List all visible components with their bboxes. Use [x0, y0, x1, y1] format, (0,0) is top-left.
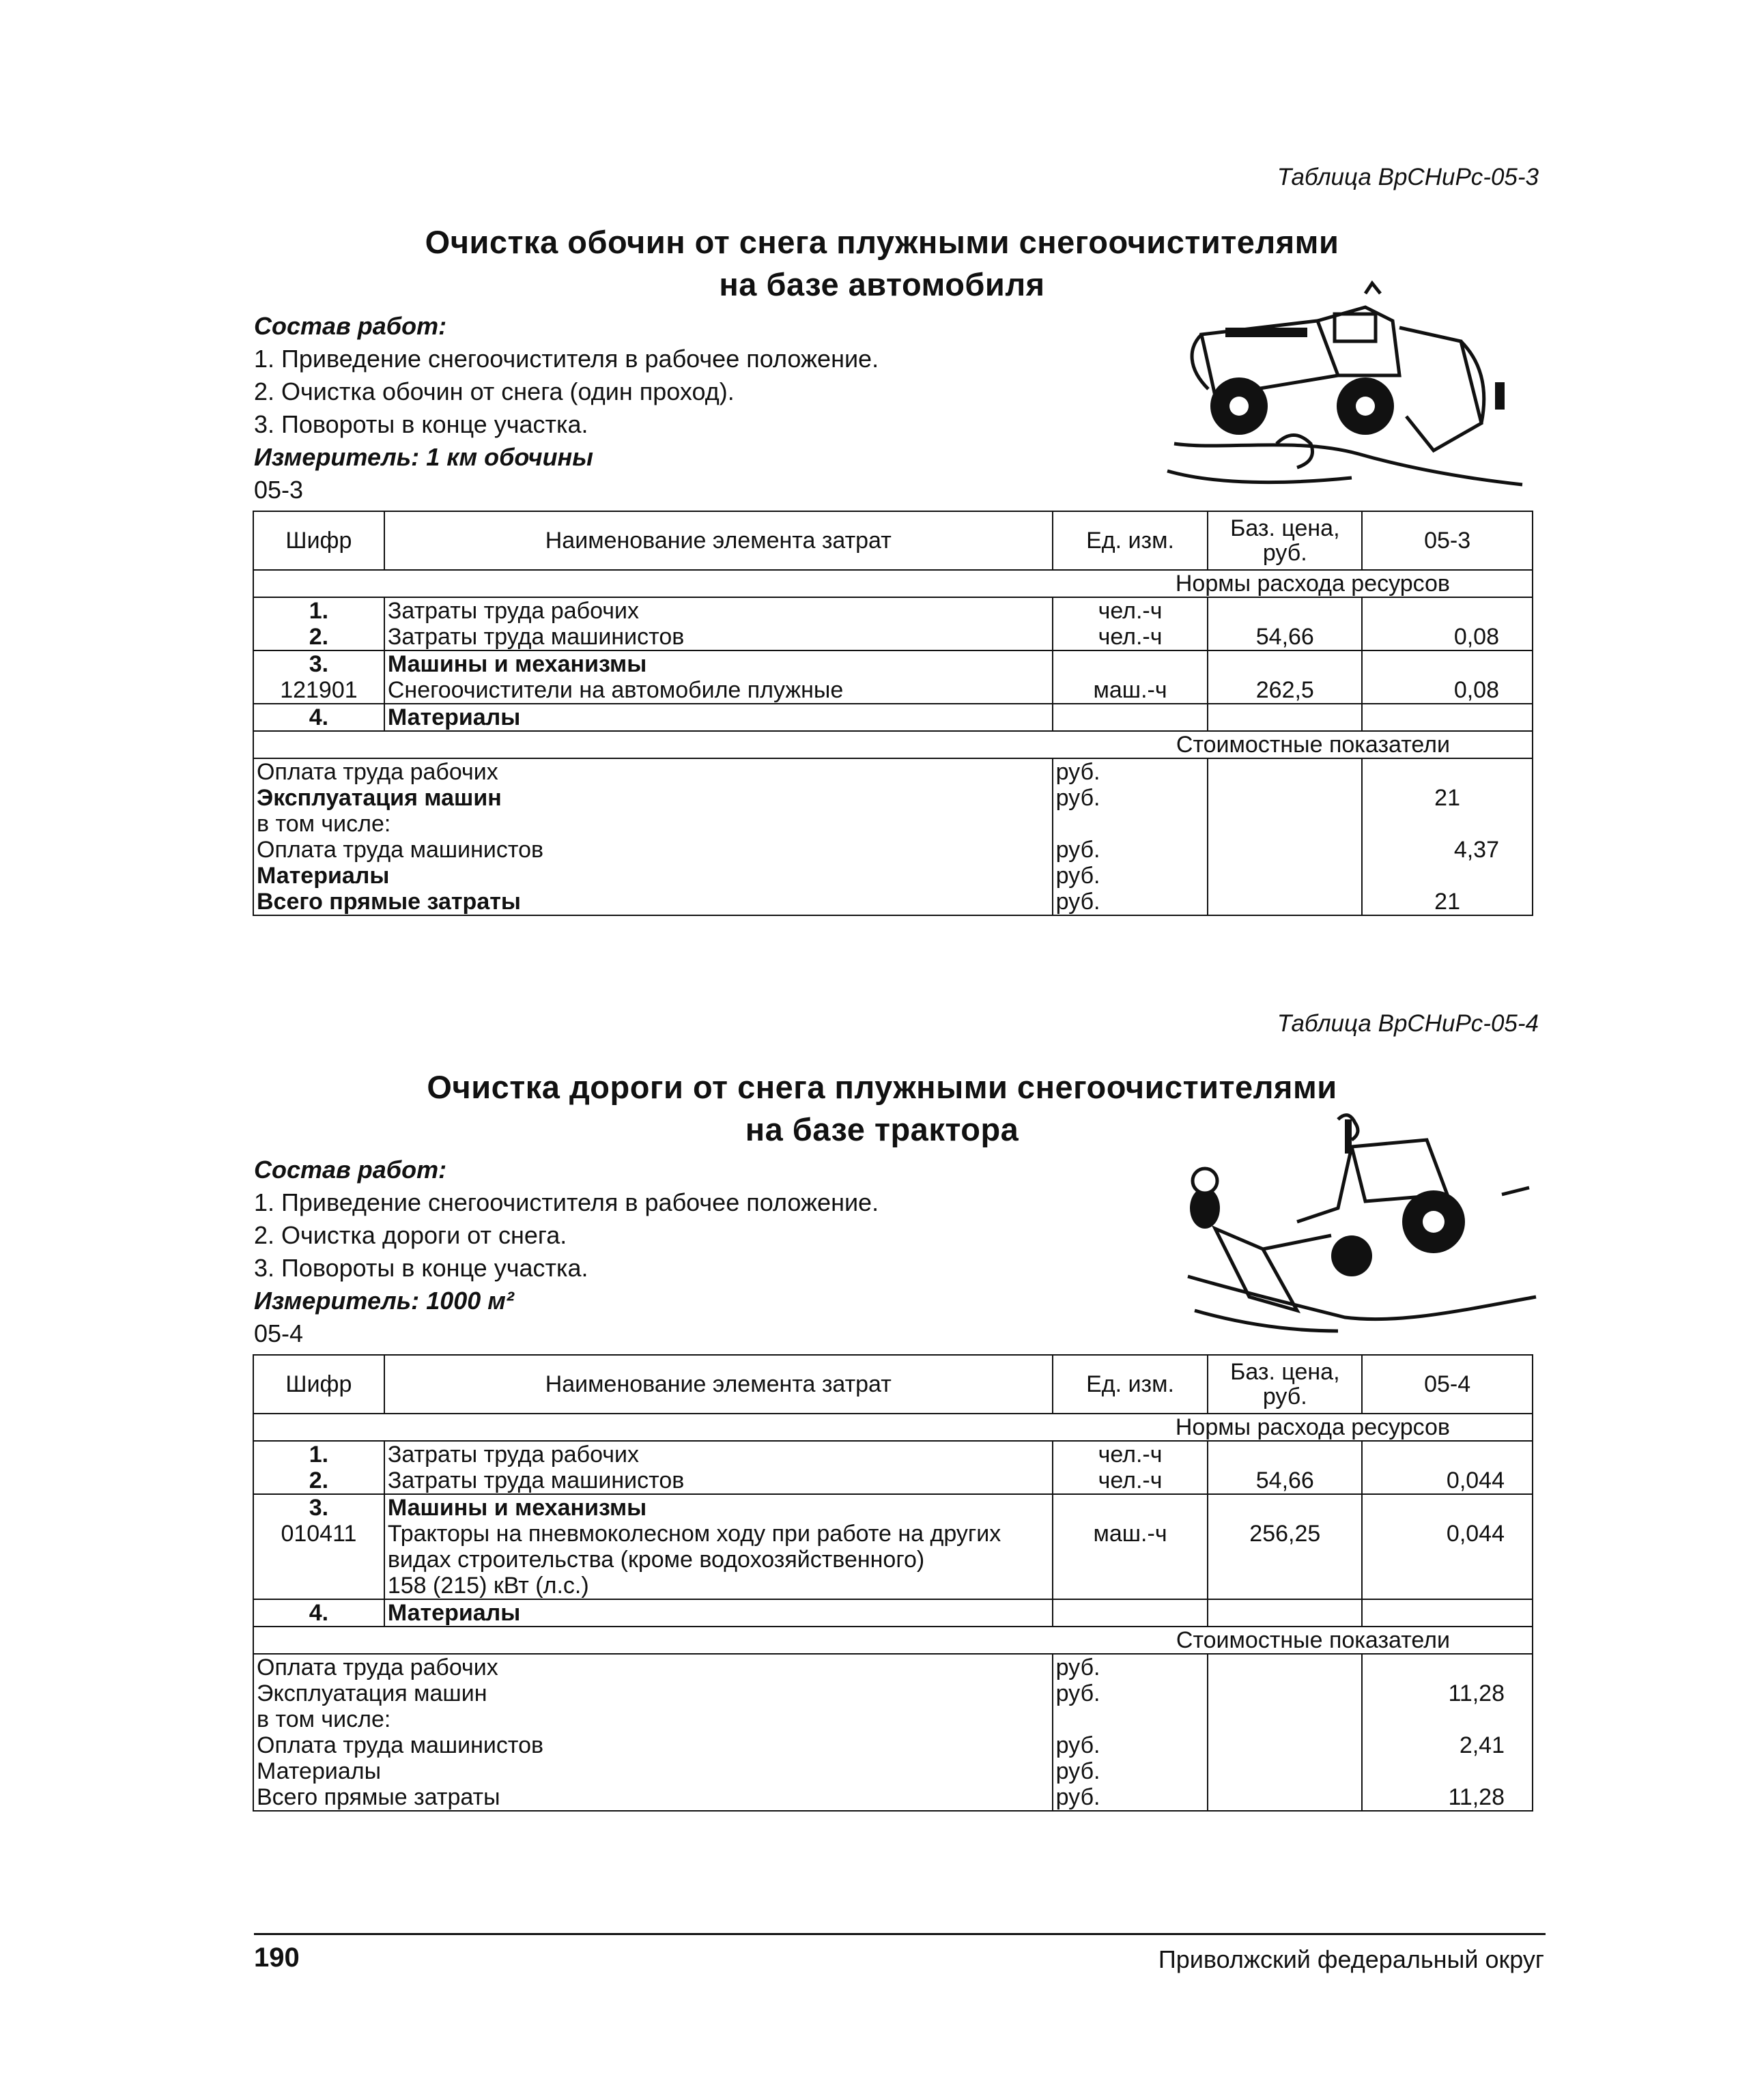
table-row — [253, 704, 1533, 731]
section-label: Нормы расхода ресурсов — [253, 570, 1533, 597]
work-heading: Состав работ: — [254, 312, 447, 340]
cost-name: Материалы — [253, 863, 1053, 889]
section-title-line2: на базе трактора — [745, 1111, 1019, 1147]
cell-value — [1362, 1599, 1533, 1627]
header-code: 05-3 — [1362, 511, 1533, 570]
cost-row — [253, 889, 1533, 915]
cell-name: Снегоочистители на автомобиле плужные — [384, 677, 1053, 704]
cell-name: Материалы — [384, 1599, 1053, 1627]
cost-row — [253, 1758, 1533, 1784]
cost-value: 4,37 — [1362, 837, 1533, 863]
cell-shifr: 121901 — [253, 677, 384, 704]
table-code: 05-3 — [254, 476, 304, 504]
table-row — [253, 1441, 1533, 1468]
cell-name: Затраты труда машинистов — [384, 624, 1053, 650]
cost-name: Материалы — [253, 1758, 1053, 1784]
cost-price — [1208, 1706, 1362, 1732]
cost-value — [1362, 1654, 1533, 1680]
header-shifr: Шифр — [253, 511, 384, 570]
header-name: Наименование элемента затрат — [384, 1355, 1053, 1414]
cost-unit: руб. — [1053, 1654, 1208, 1680]
table-row — [253, 597, 1533, 624]
work-heading: Состав работ: — [254, 1156, 447, 1184]
header-price-line1: Баз. цена, — [1230, 1359, 1340, 1385]
header-price — [1208, 1355, 1362, 1414]
table-header-row — [253, 511, 1533, 570]
cost-value: 11,28 — [1362, 1784, 1533, 1811]
work-item: 3. Повороты в конце участка. — [254, 410, 588, 438]
section-title-line1: Очистка обочин от снега плужными снегоочистителями — [425, 224, 1339, 260]
cell-name-line: 158 (215) кВт (л.с.) — [387, 1573, 589, 1599]
cost-price — [1208, 863, 1362, 889]
header-unit: Ед. изм. — [1053, 1355, 1208, 1414]
cost-row — [253, 1784, 1533, 1811]
cell-name: Затраты труда машинистов — [384, 1468, 1053, 1494]
header-price-line2: руб. — [1262, 540, 1307, 566]
cost-price — [1208, 837, 1362, 863]
cell-name: Материалы — [384, 704, 1053, 731]
cell-unit: чел.-ч — [1053, 1468, 1208, 1494]
cost-unit: руб. — [1053, 1784, 1208, 1811]
header-price-line2: руб. — [1262, 1384, 1307, 1409]
section-row-norms — [253, 1414, 1533, 1441]
measure-label: Измеритель: — [254, 1287, 420, 1315]
cell-name: Машины и механизмы — [384, 650, 1053, 677]
cell-price — [1208, 1441, 1362, 1468]
cost-unit: руб. — [1053, 785, 1208, 811]
cost-unit — [1053, 811, 1208, 837]
table-name: Таблица ВрСНиРс-05-4 — [1277, 1010, 1539, 1037]
measure-value: 1 км обочины — [426, 443, 594, 471]
cell-name: Машины и механизмы — [384, 1494, 1053, 1521]
cost-unit: руб. — [1053, 758, 1208, 785]
cost-price — [1208, 1732, 1362, 1758]
cost-unit: руб. — [1053, 1680, 1208, 1706]
cell-name-line: Тракторы на пневмоколесном ходу при работе на других — [387, 1521, 1001, 1547]
cell-unit — [1053, 650, 1208, 677]
table-row — [253, 1599, 1533, 1627]
table-row — [253, 1468, 1533, 1494]
work-item: 1. Приведение снегоочистителя в рабочее положение. — [254, 345, 879, 373]
table-row — [253, 1494, 1533, 1521]
header-code: 05-4 — [1362, 1355, 1533, 1414]
cell-price: 262,5 — [1208, 677, 1362, 704]
cost-value: 21 — [1362, 785, 1533, 811]
section-label: Нормы расхода ресурсов — [253, 1414, 1533, 1441]
cell-name-line: видах строительства (кроме водохозяйственного) — [387, 1547, 925, 1573]
header-name: Наименование элемента затрат — [384, 511, 1053, 570]
section-label: Стоимостные показатели — [253, 1627, 1533, 1654]
section-title-line1: Очистка дороги от снега плужными снегоочистителями — [427, 1069, 1337, 1105]
table-row — [253, 677, 1533, 704]
footer-rule — [254, 1933, 1546, 1935]
cell-value — [1362, 1494, 1533, 1521]
section-row-costs — [253, 731, 1533, 758]
cost-row — [253, 785, 1533, 811]
cell-value — [1362, 597, 1533, 624]
cell-value — [1362, 650, 1533, 677]
cell-price — [1208, 1494, 1362, 1521]
tractor-snowplow-illustration — [1174, 1106, 1543, 1338]
section-title-line2: на базе автомобиля — [719, 266, 1045, 302]
cost-price — [1208, 1784, 1362, 1811]
cost-price — [1208, 1654, 1362, 1680]
truck-snowplow-illustration — [1161, 280, 1529, 498]
cell-price — [1208, 597, 1362, 624]
cell-price: 256,25 — [1208, 1521, 1362, 1599]
cell-value: 0,044 — [1362, 1468, 1533, 1494]
page-region: Приволжский федеральный округ — [1158, 1945, 1544, 1973]
cost-row — [253, 1654, 1533, 1680]
section-label: Стоимостные показатели — [253, 731, 1533, 758]
cell-shifr: 3. — [253, 650, 384, 677]
table-row — [253, 1521, 1533, 1599]
cell-value: 0,08 — [1362, 677, 1533, 704]
resource-table — [253, 511, 1533, 916]
cost-unit — [1053, 1706, 1208, 1732]
work-description — [254, 1154, 879, 1350]
cost-row — [253, 1680, 1533, 1706]
work-item: 3. Повороты в конце участка. — [254, 1254, 588, 1282]
table-header-row — [253, 1355, 1533, 1414]
cell-unit — [1053, 1599, 1208, 1627]
cost-unit: руб. — [1053, 863, 1208, 889]
table-code: 05-4 — [254, 1319, 304, 1347]
cell-shifr: 010411 — [253, 1521, 384, 1599]
work-item: 2. Очистка дороги от снега. — [254, 1221, 567, 1249]
cost-row — [253, 758, 1533, 785]
cell-shifr: 1. — [253, 1441, 384, 1468]
cost-name: Оплата труда рабочих — [253, 1654, 1053, 1680]
cell-value: 0,08 — [1362, 624, 1533, 650]
work-item: 2. Очистка обочин от снега (один проход). — [254, 377, 735, 405]
cost-row — [253, 1706, 1533, 1732]
cost-name: Всего прямые затраты — [253, 889, 1053, 915]
cost-value — [1362, 1758, 1533, 1784]
cost-price — [1208, 811, 1362, 837]
cell-shifr: 3. — [253, 1494, 384, 1521]
work-item: 1. Приведение снегоочистителя в рабочее положение. — [254, 1188, 879, 1216]
work-description — [254, 310, 879, 506]
cost-row — [253, 811, 1533, 837]
cell-shifr: 4. — [253, 704, 384, 731]
cost-name: Всего прямые затраты — [253, 1784, 1053, 1811]
cost-unit: руб. — [1053, 889, 1208, 915]
cost-price — [1208, 758, 1362, 785]
cell-unit: чел.-ч — [1053, 1441, 1208, 1468]
cost-value: 2,41 — [1362, 1732, 1533, 1758]
cost-value — [1362, 863, 1533, 889]
cost-value: 11,28 — [1362, 1680, 1533, 1706]
measure-label: Измеритель: — [254, 443, 420, 471]
header-price-line1: Баз. цена, — [1230, 515, 1340, 541]
cell-unit — [1053, 1494, 1208, 1521]
cost-value — [1362, 758, 1533, 785]
cost-unit: руб. — [1053, 1758, 1208, 1784]
cost-name: Эксплуатация машин — [253, 785, 1053, 811]
cost-row — [253, 1732, 1533, 1758]
cost-name: в том числе: — [253, 811, 1053, 837]
cell-price: 54,66 — [1208, 1468, 1362, 1494]
cost-name: в том числе: — [253, 1706, 1053, 1732]
cell-value: 0,044 — [1362, 1521, 1533, 1599]
cost-price — [1208, 1680, 1362, 1706]
cell-price — [1208, 650, 1362, 677]
cell-shifr: 2. — [253, 624, 384, 650]
table-row — [253, 650, 1533, 677]
cell-name: Затраты труда рабочих — [384, 1441, 1053, 1468]
header-price — [1208, 511, 1362, 570]
cell-value — [1362, 1441, 1533, 1468]
cell-unit: маш.-ч — [1053, 1521, 1208, 1599]
cost-value: 21 — [1362, 889, 1533, 915]
measure — [254, 1285, 879, 1317]
cell-unit: маш.-ч — [1053, 677, 1208, 704]
cost-price — [1208, 785, 1362, 811]
cell-name: Затраты труда рабочих — [384, 597, 1053, 624]
cell-value — [1362, 704, 1533, 731]
cost-name: Оплата труда машинистов — [253, 1732, 1053, 1758]
section-row-norms — [253, 570, 1533, 597]
cell-unit — [1053, 704, 1208, 731]
table-row — [253, 624, 1533, 650]
cost-name: Эксплуатация машин — [253, 1680, 1053, 1706]
cost-value — [1362, 811, 1533, 837]
cell-unit: чел.-ч — [1053, 624, 1208, 650]
cost-row — [253, 837, 1533, 863]
cost-name: Оплата труда рабочих — [253, 758, 1053, 785]
section-row-costs — [253, 1627, 1533, 1654]
cost-name: Оплата труда машинистов — [253, 837, 1053, 863]
header-unit: Ед. изм. — [1053, 511, 1208, 570]
page-number: 190 — [254, 1943, 300, 1973]
resource-table — [253, 1354, 1533, 1812]
cost-unit: руб. — [1053, 1732, 1208, 1758]
cell-price — [1208, 704, 1362, 731]
header-shifr: Шифр — [253, 1355, 384, 1414]
cell-shifr: 2. — [253, 1468, 384, 1494]
cell-price: 54,66 — [1208, 624, 1362, 650]
cell-unit: чел.-ч — [1053, 597, 1208, 624]
measure-value: 1000 м² — [426, 1287, 514, 1315]
cost-value — [1362, 1706, 1533, 1732]
cell-shifr: 4. — [253, 1599, 384, 1627]
cost-row — [253, 863, 1533, 889]
cost-price — [1208, 889, 1362, 915]
cell-shifr: 1. — [253, 597, 384, 624]
cell-name — [384, 1521, 1053, 1599]
table-name: Таблица ВрСНиРс-05-3 — [1277, 164, 1539, 190]
cost-unit: руб. — [1053, 837, 1208, 863]
cell-price — [1208, 1599, 1362, 1627]
cost-price — [1208, 1758, 1362, 1784]
measure — [254, 441, 879, 474]
